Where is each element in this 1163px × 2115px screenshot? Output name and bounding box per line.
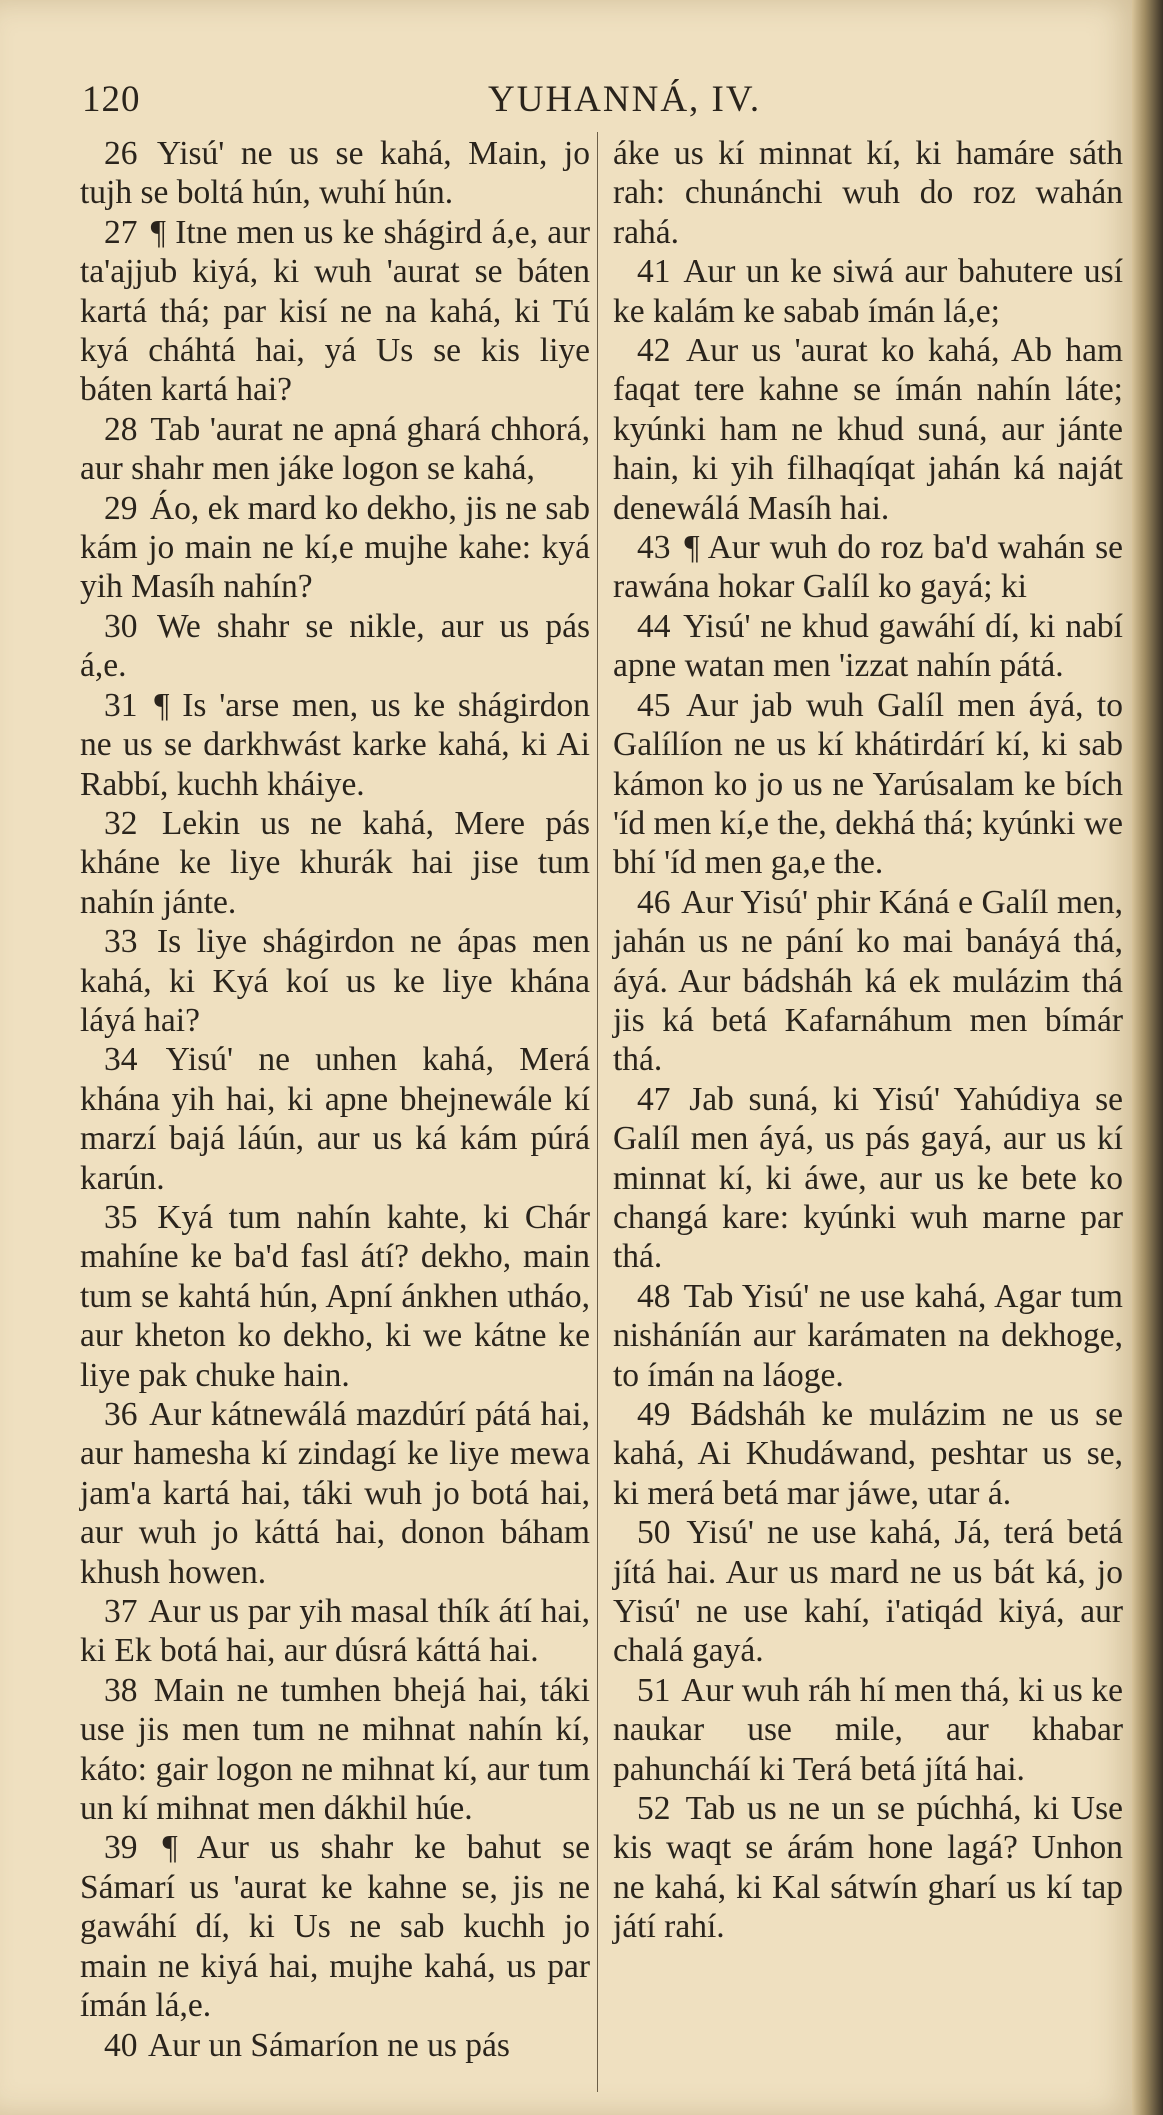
verse xyxy=(613,1789,1123,1947)
verse-text: Aur us 'aurat ko kahá, Ab ham faqat tere kahne se ímán nahín láte; kyúnki ham ne khud suná, aur jánte hain, ki yih filhaqíqat jahán ká naját denewálá Masíh hai. xyxy=(613,332,1123,527)
verse-text: Aur Yisú' phir Káná e Galíl men, jahán us ne pání ko mai banáyá thá, áyá. Aur bádsháh ká ek mulázim thá jis ká betá Kafarnáhum men bímár thá. xyxy=(613,883,1123,1079)
verse-number: 27 xyxy=(104,213,138,251)
left-column xyxy=(80,134,590,2065)
verse-number: 49 xyxy=(637,1396,671,1433)
verse-number: 36 xyxy=(104,1396,138,1433)
verse xyxy=(80,804,590,922)
verse-number: 32 xyxy=(104,804,138,842)
verse-number: 29 xyxy=(104,489,138,527)
verse-number: 41 xyxy=(637,253,671,291)
verse xyxy=(80,922,590,1040)
verse-text: Is liye shágirdon ne ápas men kahá, ki Kyá koí us ke liye khána láyá hai? xyxy=(80,923,591,1039)
verse-number: 51 xyxy=(637,1671,671,1709)
page-edge xyxy=(1132,0,1163,2115)
verse-number: 48 xyxy=(637,1277,671,1315)
verse-text: Aur us par yih masal thík átí hai, ki Ek botá hai, aur dúsrá káttá hai. xyxy=(80,1593,590,1670)
verse-text: Aur wuh do roz ba'd wahán se rawána hokar Galíl ko gayá; ki xyxy=(613,529,1124,606)
verse-text: Yisú' ne us se kahá, Main, jo tujh se boltá hún, wuhí hún. xyxy=(80,135,590,212)
verse-text: Aur us shahr ke bahut se Sámarí us 'aurat ke kahne se, jis ne gawáhí dí, ki Us ne sab kuchh jo main ne kiyá hai, mujhe kahá, us par ímán lá,e. xyxy=(80,1829,591,2025)
verse-text: Aur kátnewálá mazdúrí pátá hai, aur hamesha kí zindagí ke liye mewa jam'a kartá hai, táki wuh jo botá hai, aur wuh jo káttá hai, donon báham khush howen. xyxy=(80,1396,590,1591)
verse-number: 33 xyxy=(104,923,138,961)
verse xyxy=(80,1671,590,1829)
verse-text: áke us kí minnat kí, ki hamáre sáth rah: chunánchi wuh do roz wahán rahá. xyxy=(613,135,1123,251)
verse xyxy=(80,213,590,410)
verse-number: 47 xyxy=(637,1080,671,1118)
verse-number: 46 xyxy=(637,883,671,921)
verse-text: Yisú' ne use kahá, Já, terá betá jítá hai. Aur us mard ne us bát ká, jo Yisú' ne use kahí, i'atiqád kiyá, aur chalá gayá. xyxy=(613,1514,1123,1670)
verse xyxy=(613,331,1123,528)
verse xyxy=(613,1671,1123,1789)
verse-text: Bádsháh ke mulázim ne us se kahá, Ai Khudáwand, peshtar us se, ki merá betá mar jáwe, utar á. xyxy=(613,1396,1123,1512)
verse xyxy=(613,883,1123,1080)
verse-text: Is 'arse men, us ke shágirdon ne us se darkhwást karke kahá, ki Ai Rabbí, kuchh kháiye. xyxy=(80,686,590,803)
verse xyxy=(80,686,590,804)
verse-text: Itne men us ke shágird á,e, aur ta'ajjub kiyá, ki wuh 'aurat se báten kartá thá; par kisí ne na kahá, ki Tú kyá cháhtá hai, yá Us se kis liye báten kartá hai? xyxy=(80,213,591,409)
verse xyxy=(613,686,1123,883)
verse-text: Aur un ke siwá aur bahutere usí ke kalám ke sabab ímán lá,e; xyxy=(613,253,1124,330)
verse-number: 26 xyxy=(104,135,138,172)
verse xyxy=(613,134,1123,252)
verse-text: Aur wuh ráh hí men thá, ki us ke naukar use mile, aur khabar pahuncháí ki Terá betá jítá hai. xyxy=(613,1671,1123,1788)
verse-text: Lekin us ne kahá, Mere pás kháne ke liye khurák hai jise tum nahín jánte. xyxy=(80,804,591,921)
verse xyxy=(80,489,590,607)
verse-number: 35 xyxy=(104,1198,138,1236)
verse-text: Áo, ek mard ko dekho, jis ne sab kám jo main ne kí,e mujhe kahe: kyá yih Masíh nahín? xyxy=(80,489,590,606)
verse-text: Yisú' ne khud gawáhí dí, ki nabí apne watan men 'izzat nahín pátá. xyxy=(613,607,1123,685)
verse xyxy=(80,1395,590,1592)
verse-number: 28 xyxy=(104,410,138,448)
verse-text: Yisú' ne unhen kahá, Merá khána yih hai, ki apne bhejnewále kí marzí bajá láún, aur us ká kám púrá karún. xyxy=(80,1041,590,1197)
verse-number: 39 xyxy=(104,1829,138,1867)
verse-text: Jab suná, ki Yisú' Yahúdiya se Galíl men áyá, us pás gayá, aur us kí minnat kí, ki áwe, aur us ke bete ko changá kare: kyúnki wuh marne par thá. xyxy=(613,1080,1123,1276)
verse-text: Kyá tum nahín kahte, ki Chár mahíne ke ba'd fasl átí? dekho, main tum se kahtá hún, Apní ánkhen utháo, aur kheton ko dekho, ki we kátne ke liye pak chuke hain. xyxy=(80,1198,591,1394)
verse-number: 40 xyxy=(104,2026,138,2064)
verse-text: Tab us ne un se púchhá, ki Use kis waqt se árám hone lagá? Unhon ne kahá, ki Kal sátwín gharí us kí tap játí rahí. xyxy=(613,1790,1123,1946)
verse-text: Tab Yisú' ne use kahá, Agar tum nisháníán aur karámaten na dekhoge, to ímán na láoge. xyxy=(613,1277,1123,1394)
verse-number: 38 xyxy=(104,1671,138,1709)
verse xyxy=(80,1198,590,1395)
verse xyxy=(613,1277,1123,1395)
verse-text: Main ne tumhen bhejá hai, táki use jis men tum ne mihnat nahín kí, káto: gair logon ne mihnat kí, aur tum un kí mihnat men dákhil húe. xyxy=(80,1671,590,1828)
verse xyxy=(613,252,1123,331)
verse xyxy=(80,1592,590,1671)
column-divider xyxy=(597,132,598,2092)
verse-text: Tab 'aurat ne apná ghará chhorá, aur shahr men jáke logon se kahá, xyxy=(80,410,590,488)
page-header xyxy=(80,78,1100,128)
verse-number: 42 xyxy=(637,332,671,370)
verse xyxy=(80,134,590,213)
verse-number: 52 xyxy=(637,1790,671,1828)
pilcrow-mark: ¶ xyxy=(162,1829,178,1867)
verse-number: 45 xyxy=(637,686,671,724)
verse xyxy=(613,528,1123,607)
verse-text: We shahr se nikle, aur us pás á,e. xyxy=(80,607,590,685)
verse-number: 43 xyxy=(637,529,671,567)
verse-number: 31 xyxy=(104,686,138,724)
verse xyxy=(613,1080,1123,1277)
pilcrow-mark: ¶ xyxy=(150,213,166,251)
verse-number: 44 xyxy=(637,607,671,645)
pilcrow-mark: ¶ xyxy=(154,686,170,724)
verse xyxy=(613,1513,1123,1671)
verse xyxy=(613,1395,1123,1513)
pilcrow-mark: ¶ xyxy=(684,529,700,567)
right-column xyxy=(613,134,1123,1947)
verse xyxy=(80,2026,590,2065)
verse xyxy=(80,607,590,686)
page-number: 120 xyxy=(82,79,141,120)
verse-text: Aur jab wuh Galíl men áyá, to Galílíon ne us kí khátirdárí kí, ki sab kámon ko jo us ne Yarúsalam ke bích 'íd men kí,e the, dekhá thá; kyúnki we bhí 'íd men ga,e the. xyxy=(613,686,1123,882)
verse xyxy=(613,607,1123,686)
verse-number: 30 xyxy=(104,607,138,645)
verse xyxy=(80,1040,590,1198)
verse-number: 34 xyxy=(104,1041,138,1079)
verse-number: 50 xyxy=(637,1514,671,1552)
verse-number: 37 xyxy=(104,1593,138,1631)
verse xyxy=(80,1828,590,2025)
verse xyxy=(80,410,590,489)
running-head: YUHANNÁ, IV. xyxy=(488,79,762,120)
verse-text: Aur un Sámaríon ne us pás xyxy=(148,2026,510,2064)
